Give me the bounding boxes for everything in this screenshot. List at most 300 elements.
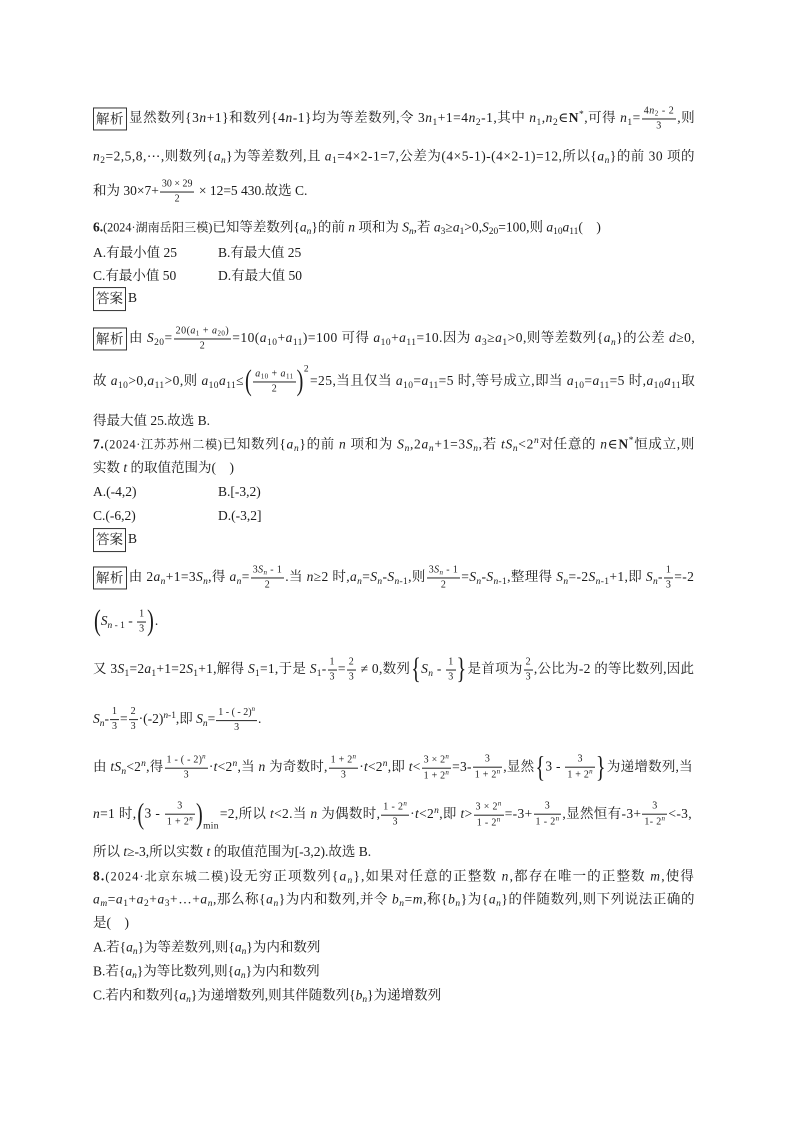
math-variable: a xyxy=(562,219,570,235)
q6-option xyxy=(218,267,302,285)
math-superscript: n xyxy=(403,800,408,809)
math-variable: n xyxy=(348,219,355,235)
fraction-denominator xyxy=(160,193,195,206)
text-run: ≥2 时, xyxy=(313,569,350,585)
math-subscript: 2 xyxy=(475,117,482,128)
text-run: }为等差数列,则{ xyxy=(137,939,235,955)
fraction xyxy=(664,565,673,592)
text-run: 30 × 29 xyxy=(161,178,193,190)
fraction-numerator xyxy=(110,707,119,721)
text-run: . xyxy=(154,613,159,629)
text-run: ,可得 xyxy=(584,110,621,126)
q7-option xyxy=(93,483,137,501)
math-variable: n xyxy=(394,576,400,587)
text-run: =4×2-1=7,公差为(4×5-1)-(4×2-1)=12,所以{ xyxy=(337,148,598,164)
text-run: = xyxy=(404,891,413,907)
fraction-denominator xyxy=(427,579,460,592)
text-run: =10( xyxy=(232,330,260,346)
text-run: .当 xyxy=(285,569,307,585)
text-run: 1 - 2 xyxy=(383,801,404,813)
math-subscript: n xyxy=(121,766,127,777)
q8-stem-line xyxy=(93,867,695,886)
fraction-numerator xyxy=(329,754,359,769)
math-variable: S xyxy=(505,436,513,452)
text-run: 3 xyxy=(577,754,583,766)
text-run: =5 时, xyxy=(609,373,647,389)
bracket-group-body xyxy=(252,368,296,395)
math-variable: a xyxy=(218,373,227,389)
math-subscript: n xyxy=(610,337,617,348)
text-run: - xyxy=(321,661,327,677)
math-subscript: 1 xyxy=(123,899,129,910)
close-bracket: } xyxy=(595,751,606,784)
math-superscript: n xyxy=(445,768,450,777)
math-variable: a xyxy=(285,330,293,346)
math-variable: S xyxy=(402,219,409,235)
math-variable: t xyxy=(123,843,128,859)
math-subscript: 2 xyxy=(552,117,559,128)
fraction-numerator xyxy=(328,657,337,671)
math-subscript: 11 xyxy=(569,227,579,238)
text-run: -1,其中 xyxy=(481,110,530,126)
math-variable: a xyxy=(255,368,261,380)
math-variable: n xyxy=(285,110,293,126)
fraction-denominator xyxy=(642,815,667,829)
math-subscript: n xyxy=(241,947,247,958)
fraction-denominator xyxy=(129,721,138,734)
math-variable: a xyxy=(157,891,165,907)
text-run: },如果对任意的正整数 xyxy=(353,868,502,884)
bracket-group xyxy=(535,751,606,784)
text-run: 取 xyxy=(681,373,696,389)
text-run: <2.当 xyxy=(274,806,311,822)
text-run: B.若{ xyxy=(93,963,126,979)
fraction-denominator xyxy=(165,769,208,782)
math-subscript: n xyxy=(604,156,610,167)
text-run: = xyxy=(461,569,470,585)
math-subscript: 11 xyxy=(226,380,237,391)
text-run: 由 xyxy=(93,759,111,775)
math-variable: a xyxy=(603,330,611,346)
fraction xyxy=(329,754,359,782)
math-subscript: n xyxy=(404,444,410,455)
math-variable: d xyxy=(668,330,677,346)
math-variable: n xyxy=(501,868,510,884)
text-run: B xyxy=(128,290,138,306)
math-variable: t xyxy=(123,459,128,475)
analysis-label: 解析 xyxy=(93,107,127,131)
math-subscript: n xyxy=(428,444,435,455)
fraction-denominator xyxy=(328,671,337,684)
text-run: ,公比为-2 的等比数列,因此 xyxy=(533,661,695,677)
math-subscript: n xyxy=(408,227,414,238)
math-subscript xyxy=(108,621,125,631)
text-run: +1=2 xyxy=(156,661,187,677)
math-subscript: n xyxy=(186,995,191,1006)
text-run: D.有最大值 50 xyxy=(218,267,302,283)
math-subscript: n xyxy=(455,899,461,910)
text-run: ,2 xyxy=(409,436,422,452)
math-subscript: 1 xyxy=(536,117,542,128)
q7-option xyxy=(218,483,261,501)
text-run: < xyxy=(412,759,421,775)
math-variable: S xyxy=(195,569,204,585)
math-variable: a xyxy=(200,891,208,907)
text-run: =5 时,等号成立,即当 xyxy=(438,373,567,389)
text-run: ,若 xyxy=(413,219,434,235)
text-run: - 1 xyxy=(267,564,283,576)
math-superscript xyxy=(163,711,176,721)
q5-analysis-line xyxy=(93,147,695,166)
text-run: 为偶数时, xyxy=(317,806,381,822)
math-variable: t xyxy=(213,759,218,775)
math-subscript: n xyxy=(377,576,383,587)
text-run: 是首项为 xyxy=(467,661,523,677)
q8-option xyxy=(93,986,441,1005)
math-superscript: * xyxy=(579,109,585,120)
math-variable: a xyxy=(136,891,144,907)
fraction xyxy=(534,801,562,829)
text-run: <2 xyxy=(217,759,233,775)
q7-analysis-line xyxy=(93,706,261,734)
math-subscript: 11 xyxy=(154,380,165,391)
q7-stem-line xyxy=(93,435,695,454)
close-bracket: ) xyxy=(296,365,304,398)
text-run: }的伴随数列,则下列说法正确的 xyxy=(501,891,695,907)
fraction-numerator xyxy=(473,754,503,768)
math-variable: S xyxy=(588,569,596,585)
math-variable: n xyxy=(620,110,628,126)
math-variable: a xyxy=(339,868,348,884)
math-subscript: n xyxy=(399,899,405,910)
math-variable: n xyxy=(107,620,113,631)
math-variable: a xyxy=(179,987,187,1003)
fraction-numerator xyxy=(165,754,208,769)
text-run: >0,则 xyxy=(164,373,202,389)
text-run: 3 xyxy=(183,769,189,781)
text-run: 3 xyxy=(130,721,136,733)
fraction xyxy=(422,754,452,783)
open-bracket: ( xyxy=(94,605,101,638)
math-subscript xyxy=(394,577,408,587)
text-run: ,则 xyxy=(408,569,426,585)
text-run: C.若内和数列{ xyxy=(93,987,180,1003)
text-run: 项和为 xyxy=(354,219,403,235)
text-run: 1 xyxy=(448,656,454,668)
math-superscript: n xyxy=(352,753,357,762)
math-subscript: n xyxy=(473,444,479,455)
math-variable: m xyxy=(650,868,662,884)
math-variable: a xyxy=(452,219,460,235)
text-run: 1 - 2 xyxy=(535,816,556,828)
text-run: ,都存在唯一的正整数 xyxy=(509,868,651,884)
text-run: +1=4 xyxy=(437,110,469,126)
fraction-denominator xyxy=(446,671,455,684)
fraction-numerator xyxy=(251,564,284,578)
text-run: =-3+ xyxy=(504,806,533,822)
fraction xyxy=(174,325,232,352)
text-run: ,则 xyxy=(677,110,696,126)
math-subscript: n xyxy=(439,568,444,577)
q7-analysis-line xyxy=(93,564,694,591)
math-superscript: n xyxy=(445,752,450,761)
fraction-numerator xyxy=(129,707,138,721)
text-run: ,即 xyxy=(175,711,197,727)
math-variable: a xyxy=(234,963,241,979)
text-run: 3 xyxy=(525,671,531,683)
fraction xyxy=(642,105,676,132)
math-variable: S xyxy=(434,564,440,576)
math-subscript: 10 xyxy=(403,380,414,391)
math-variable: a xyxy=(592,373,600,389)
text-run: > xyxy=(464,806,473,822)
text-run: +1,即 xyxy=(609,569,646,585)
math-variable: b xyxy=(355,987,363,1003)
text-run: ·(-2) xyxy=(138,711,164,727)
math-variable: a xyxy=(474,330,483,346)
bracket-group xyxy=(411,653,467,686)
text-run: }的前 xyxy=(299,436,340,452)
math-subscript: 20 xyxy=(488,227,499,238)
text-run: ,得 xyxy=(208,569,230,585)
math-variable: t xyxy=(363,759,368,775)
math-superscript: n xyxy=(434,805,440,816)
text-run: =2,所以 xyxy=(219,806,270,822)
math-subscript: 1 xyxy=(502,337,508,348)
q6-analysis-line xyxy=(93,325,695,352)
math-variable: a xyxy=(266,891,274,907)
text-run: }为内和数列,并令 xyxy=(278,891,392,907)
question-number: 6. xyxy=(93,219,104,235)
math-superscript: n xyxy=(496,815,501,824)
text-run: <2 xyxy=(419,806,435,822)
text-run: 已知等差数列{ xyxy=(212,219,300,235)
math-variable: n xyxy=(529,110,537,126)
q6-option xyxy=(218,244,301,262)
text-run: ,显然恒有-3+ xyxy=(562,806,642,822)
text-run: 是( ) xyxy=(93,914,129,930)
math-subscript: n xyxy=(160,576,166,587)
bracket-group-body xyxy=(145,801,197,829)
fraction-numerator xyxy=(422,754,452,769)
text-run: - xyxy=(382,569,388,585)
text-run: }的前 30 项的 xyxy=(609,148,695,164)
math-subscript: n xyxy=(207,899,214,910)
text-run: 3 xyxy=(484,754,491,766)
math-variable: S xyxy=(469,569,477,585)
math-subscript: 11 xyxy=(292,337,303,348)
text-run: ,整理得 xyxy=(507,569,557,585)
text-run: - 2 xyxy=(658,105,675,117)
fraction xyxy=(347,657,356,684)
math-superscript: n xyxy=(661,815,666,824)
text-run: =25,当且仅当 xyxy=(310,373,396,389)
text-run: B.[-3,2) xyxy=(218,483,261,499)
q6-analysis-line xyxy=(93,412,210,430)
math-subscript: 10 xyxy=(653,380,665,391)
text-run: ∈ xyxy=(607,436,619,452)
math-subscript: 1 xyxy=(124,668,130,679)
math-variable: t xyxy=(408,759,413,775)
text-run: 设无穷正项数列{ xyxy=(229,868,340,884)
fraction xyxy=(474,801,504,830)
text-run: B xyxy=(128,531,138,547)
math-subscript: n xyxy=(263,568,268,577)
math-variable: S xyxy=(93,711,100,727)
text-run: × 12=5 430.故选 C. xyxy=(195,183,308,199)
text-run: ,使得 xyxy=(661,868,695,884)
fraction-numerator xyxy=(347,657,356,671)
math-subscript: 3 xyxy=(482,337,488,348)
text-run: +1=3 xyxy=(434,436,466,452)
text-run: = xyxy=(119,711,128,727)
text-run: 2 xyxy=(525,656,531,668)
q7-analysis-line xyxy=(93,798,692,832)
math-variable: a xyxy=(211,325,218,337)
text-run: 3 × 2 xyxy=(475,801,498,813)
math-subscript: n xyxy=(293,444,300,455)
text-run: 故 xyxy=(93,373,111,389)
math-variable: n xyxy=(425,110,433,126)
open-bracket: ( xyxy=(245,365,253,398)
math-superscript: n xyxy=(232,758,238,769)
math-variable: S xyxy=(114,759,122,775)
math-variable: a xyxy=(546,219,554,235)
q6-stem-line xyxy=(93,218,601,237)
math-variable: S xyxy=(309,661,317,677)
math-variable: n xyxy=(649,105,655,117)
fraction xyxy=(110,707,119,734)
math-variable: S xyxy=(247,661,256,677)
fraction-denominator xyxy=(524,671,533,684)
text-run: ,称{ xyxy=(423,891,449,907)
math-variable: a xyxy=(399,330,407,346)
text-run: -1 xyxy=(498,576,508,587)
q5-analysis-line xyxy=(93,105,695,132)
text-run: 1 + 2 xyxy=(330,754,353,766)
fraction xyxy=(642,801,667,829)
text-run: · xyxy=(359,759,364,775)
text-run: A.若{ xyxy=(93,939,127,955)
fraction xyxy=(381,801,409,829)
math-subscript: m xyxy=(100,899,108,910)
q7-option xyxy=(93,507,136,525)
text-run: 由 2 xyxy=(128,569,154,585)
fraction-numerator xyxy=(642,105,676,119)
text-run: =-2 xyxy=(674,569,695,585)
math-variable: S xyxy=(370,569,378,585)
text-run: 3 - xyxy=(144,806,164,822)
math-subscript: 3 xyxy=(440,227,446,238)
fraction-denominator xyxy=(347,671,356,684)
math-variable: a xyxy=(201,373,209,389)
fraction-denominator xyxy=(664,579,673,592)
math-subscript: 10 xyxy=(117,380,129,391)
math-subscript: n xyxy=(476,576,482,587)
text-run: -1 xyxy=(168,710,176,721)
math-variable: a xyxy=(259,330,268,346)
math-variable: a xyxy=(421,436,429,452)
text-run: =2,5,8,⋯,则数列{ xyxy=(105,148,214,164)
question-source: (2024·北京东城二模) xyxy=(105,869,230,884)
math-subscript: 10 xyxy=(553,227,563,238)
q7-stem-line xyxy=(93,459,234,477)
text-run: 2 xyxy=(264,579,271,591)
math-subscript: min xyxy=(203,821,219,832)
math-variable: t xyxy=(110,759,115,775)
fraction-denominator xyxy=(251,579,284,592)
math-variable: a xyxy=(664,373,672,389)
math-subscript xyxy=(493,577,507,587)
text-run: 显然数列{3 xyxy=(129,110,200,126)
answer-label: 答案 xyxy=(93,528,126,552)
math-variable: a xyxy=(126,939,133,955)
math-variable: a xyxy=(93,891,101,907)
text-run: 3 × 2 xyxy=(423,754,446,766)
text-run: 已知数列{ xyxy=(222,436,287,452)
fraction xyxy=(427,564,460,591)
fraction-numerator xyxy=(664,565,673,579)
math-subscript: n xyxy=(347,876,354,887)
text-run: 3 xyxy=(448,671,454,683)
text-run: >0, xyxy=(464,219,483,235)
text-run: 1- 2 xyxy=(644,816,662,828)
math-variable: n xyxy=(163,710,169,721)
math-variable: a xyxy=(495,330,503,346)
text-run: = xyxy=(241,569,250,585)
bracket-group xyxy=(94,605,154,638)
text-run: <2 xyxy=(518,436,535,452)
fraction-denominator xyxy=(329,769,359,782)
math-variable: n xyxy=(339,436,347,452)
close-bracket: ) xyxy=(196,798,204,831)
math-variable: n xyxy=(468,110,476,126)
math-variable: b xyxy=(448,891,456,907)
q8-option xyxy=(93,938,320,957)
text-run: 实数 xyxy=(93,459,124,475)
text-run: 2 xyxy=(199,340,206,352)
open-bracket: { xyxy=(411,653,422,686)
text-run: - xyxy=(481,569,487,585)
fraction xyxy=(473,754,503,782)
text-run: =3- xyxy=(452,759,472,775)
math-variable: S xyxy=(645,569,653,585)
math-variable: a xyxy=(421,373,429,389)
math-variable: a xyxy=(229,569,237,585)
math-subscript: n xyxy=(273,899,279,910)
text-run: 3 xyxy=(111,721,117,733)
q7-analysis-line xyxy=(93,653,695,686)
bracket-group-body xyxy=(421,657,456,684)
q6-option xyxy=(93,267,176,285)
fraction-denominator xyxy=(381,816,409,829)
text-run: }为{ xyxy=(460,891,489,907)
q6-answer-line xyxy=(93,287,137,311)
fraction-denominator xyxy=(565,768,595,782)
math-subscript: 10 xyxy=(260,372,269,381)
math-variable: a xyxy=(373,330,381,346)
text-run: ≤ xyxy=(236,373,245,389)
math-variable: S xyxy=(258,564,264,576)
math-variable: b xyxy=(391,891,400,907)
text-run: 又 3 xyxy=(93,661,118,677)
fraction xyxy=(216,706,257,734)
fraction-denominator xyxy=(473,768,503,782)
text-run: + xyxy=(277,330,286,346)
math-variable: t xyxy=(206,843,211,859)
math-variable: a xyxy=(280,368,286,380)
text-run: - xyxy=(433,661,446,677)
